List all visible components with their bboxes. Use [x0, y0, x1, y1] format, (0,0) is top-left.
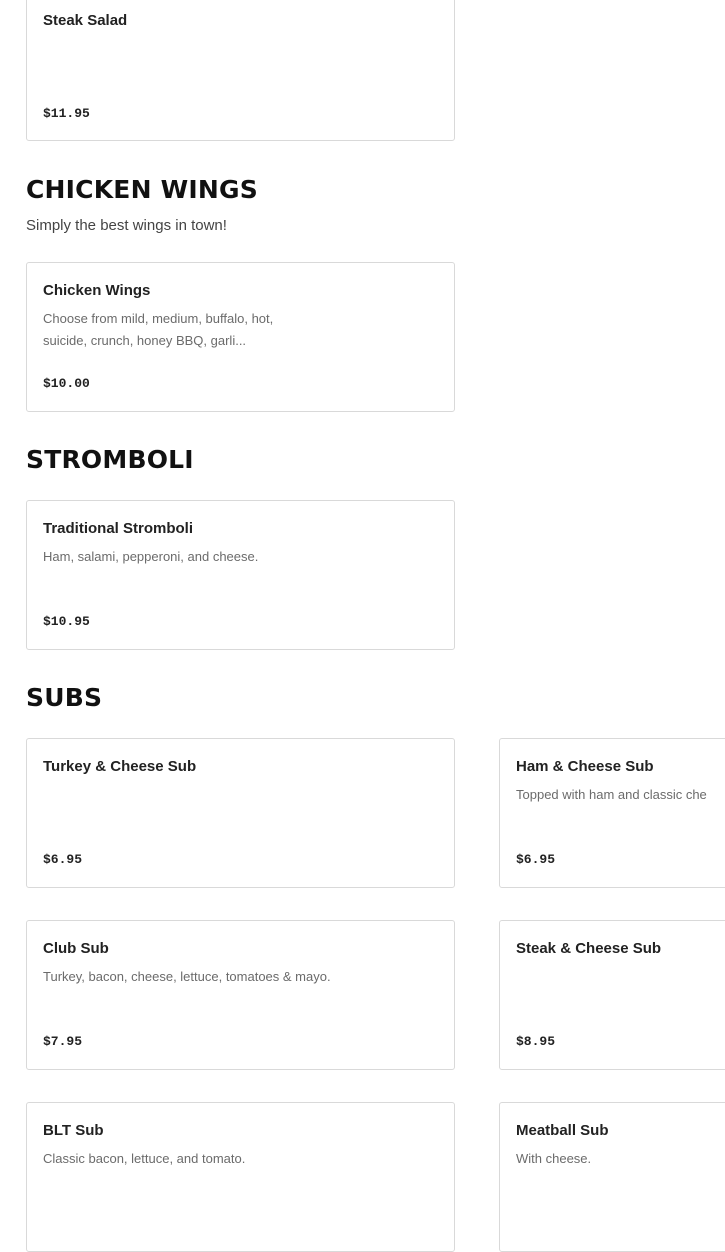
menu-item-name: Steak Salad: [43, 12, 128, 29]
menu-item-card[interactable]: [26, 262, 455, 412]
section-title-subs: SUBS: [26, 683, 103, 712]
section-title-chicken-wings: CHICKEN WINGS: [26, 175, 258, 204]
menu-item-card[interactable]: [499, 920, 725, 1070]
menu-item-name: Chicken Wings: [43, 282, 151, 299]
menu-item-price: $6.95: [43, 852, 83, 867]
menu-item-price: $8.95: [516, 1034, 556, 1049]
menu-item-card[interactable]: [499, 1102, 725, 1252]
menu-item-card[interactable]: [26, 0, 455, 141]
menu-item-card[interactable]: [26, 738, 455, 888]
menu-item-name: Turkey & Cheese Sub: [43, 758, 197, 775]
menu-item-description: Classic bacon, lettuce, and tomato.: [43, 1151, 246, 1166]
menu-item-price: $10.95: [43, 614, 90, 629]
menu-item-description: With cheese.: [516, 1151, 592, 1166]
menu-item-name: Meatball Sub: [516, 1122, 609, 1139]
menu-item-card[interactable]: [499, 738, 725, 888]
menu-item-price: $6.95: [516, 852, 556, 867]
menu-item-name: Steak & Cheese Sub: [516, 940, 662, 957]
section-title-stromboli: STROMBOLI: [26, 445, 194, 474]
menu-item-price: $10.00: [43, 376, 90, 391]
menu-item-price: $11.95: [43, 106, 90, 121]
menu-item-card[interactable]: [26, 500, 455, 650]
menu-item-description: Choose from mild, medium, buffalo, hot, suicide, crunch, honey BBQ, garli...: [43, 311, 274, 348]
menu-item-name: Club Sub: [43, 940, 109, 957]
menu-item-description: Topped with ham and classic che: [516, 787, 707, 802]
menu-item-card[interactable]: [26, 920, 455, 1070]
menu-item-card[interactable]: [26, 1102, 455, 1252]
menu-item-price: $7.95: [43, 1034, 83, 1049]
menu-item-description: Turkey, bacon, cheese, lettuce, tomatoes & mayo.: [43, 969, 331, 984]
menu-item-name: Traditional Stromboli: [43, 520, 194, 537]
menu-item-description: Ham, salami, pepperoni, and cheese.: [43, 549, 259, 564]
section-subtitle-chicken-wings: Simply the best wings in town!: [26, 217, 227, 234]
menu-item-name: Ham & Cheese Sub: [516, 758, 654, 775]
menu-item-name: BLT Sub: [43, 1122, 104, 1139]
